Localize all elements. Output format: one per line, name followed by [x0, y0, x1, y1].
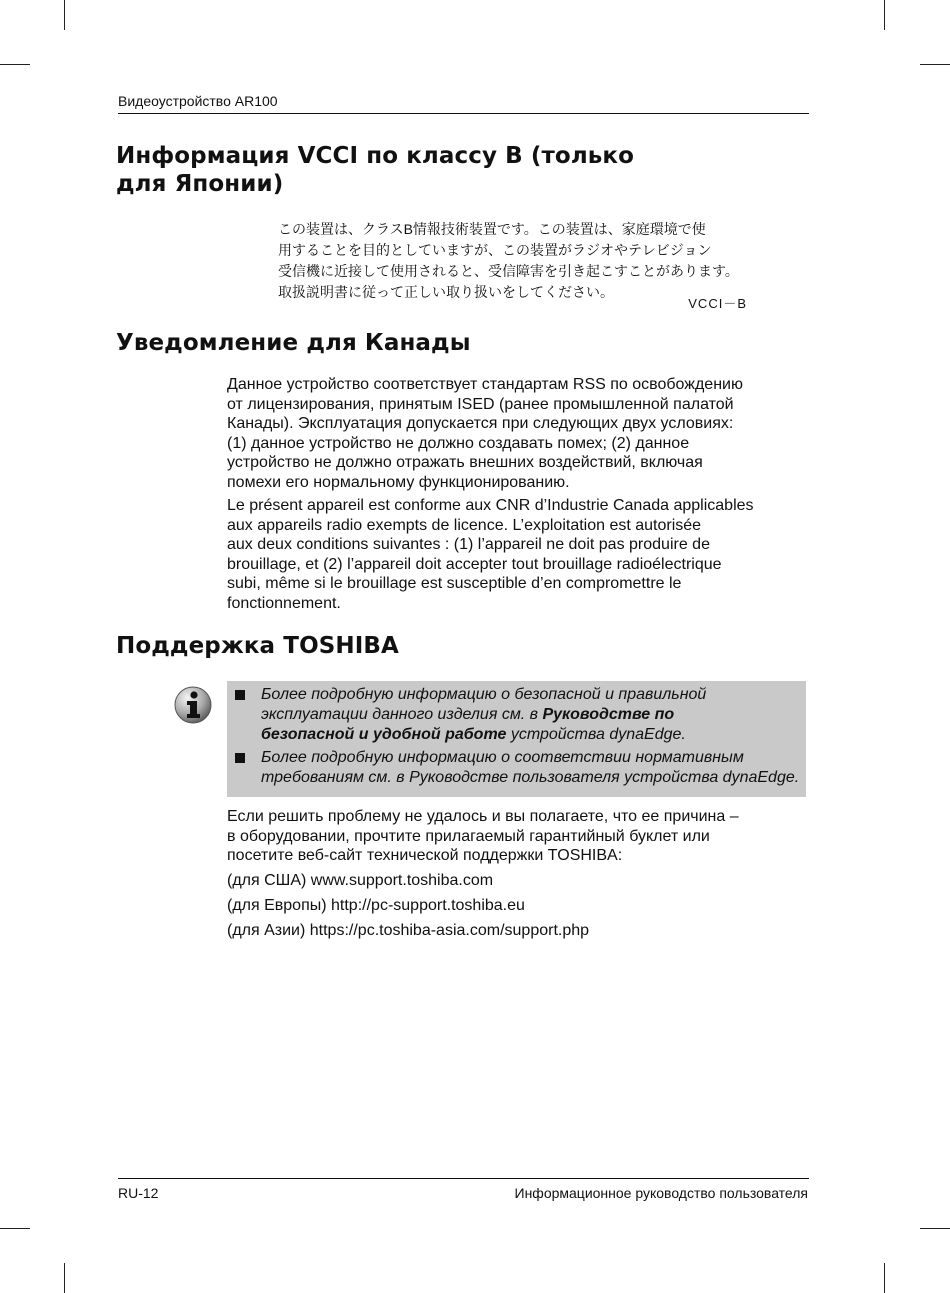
support-paragraph	[227, 807, 817, 866]
header-rule	[118, 113, 809, 114]
text-line: Если решить проблему не удалось и вы полагаете, что ее причина –	[227, 808, 739, 825]
text-line: この装置は、クラスB情報技術装置です。この装置は、家庭環境で使	[278, 221, 706, 237]
heading-line: Информация VCCI по классу В (только	[116, 143, 635, 169]
toshiba-support-heading: Поддержка TOSHIBA	[116, 633, 399, 659]
text-line: Более подробную информацию о безопасной и правильной	[261, 686, 707, 703]
square-bullet-icon	[235, 690, 245, 700]
note-text	[261, 748, 806, 788]
text-line: в оборудовании, прочтите прилагаемый гарантийный буклет или	[227, 827, 710, 845]
heading-line: для Японии)	[116, 171, 284, 197]
text-line: требованиям см. в Руководстве пользователя устройства dynaEdge.	[261, 769, 800, 786]
vcci-mark: VCCI－B	[688, 296, 747, 311]
text-line: aux appareils radio exempts de licence. L’exploitation est autorisée	[227, 516, 702, 534]
running-header: Видеоустройство AR100	[118, 93, 278, 109]
text-line: (1) данное устройство не должно создавать помех; (2) данное	[227, 434, 690, 452]
text-line: помехи его нормальному функционированию.	[227, 473, 570, 491]
crop-mark	[64, 0, 65, 30]
text-span: устройства dynaEdge.	[506, 726, 686, 743]
text-line: fonctionnement.	[227, 594, 341, 612]
text-line: 取扱説明書に従って正しい取り扱いをしてください。	[278, 284, 614, 300]
crop-mark	[884, 1263, 885, 1293]
bold-guide-title: Руководстве по	[542, 706, 675, 723]
text-span: эксплуатации данного изделия см. в	[261, 706, 543, 723]
text-line: aux deux conditions suivantes : (1) l’appareil ne doit pas produire de	[227, 536, 710, 553]
crop-mark	[884, 0, 885, 30]
page-number: RU-12	[118, 1185, 159, 1201]
text-line: 受信機に近接して使用されると、受信障害を引き起こすことがあります。	[278, 263, 739, 279]
text-line	[261, 705, 806, 725]
note-text	[261, 685, 806, 745]
text-line: subi, même si le brouillage est susceptible d’en compromettre le	[227, 575, 682, 592]
text-line: Le présent appareil est conforme aux CNR d’Industrie Canada applicables	[227, 497, 754, 514]
text-line: Канады). Эксплуатация допускается при следующих двух условиях:	[227, 415, 734, 432]
canada-russian-paragraph	[227, 375, 817, 492]
support-link-europe[interactable]: (для Европы) http://pc-support.toshiba.eu	[227, 897, 525, 914]
text-line: Данное устройство соответствует стандартам RSS по освобождению	[227, 376, 743, 393]
footer-rule	[118, 1178, 809, 1179]
text-line: Более подробную информацию о соответствии нормативным	[261, 749, 744, 766]
text-line: устройство не должно отражать внешних воздействий, включая	[227, 454, 703, 471]
support-link-usa[interactable]: (для США) www.support.toshiba.com	[227, 872, 494, 889]
note-box	[227, 681, 806, 797]
crop-mark	[0, 64, 30, 65]
vcci-japanese-text	[278, 219, 768, 303]
support-link-asia[interactable]: (для Азии) https://pc.toshiba-asia.com/support.php	[227, 922, 590, 939]
square-bullet-icon	[235, 753, 245, 763]
info-icon	[174, 686, 212, 724]
vcci-heading	[116, 142, 756, 198]
bold-guide-title: безопасной и удобной работе	[261, 726, 507, 743]
crop-mark	[0, 1228, 30, 1229]
canada-french-paragraph	[227, 496, 817, 613]
crop-mark	[920, 1228, 950, 1229]
text-line: от лицензирования, принятым ISED (ранее промышленной палатой	[227, 395, 734, 413]
crop-mark	[920, 64, 950, 65]
text-line	[261, 725, 806, 745]
text-line: 用することを目的としていますが、この装置がラジオやテレビジョン	[278, 242, 712, 258]
text-line: brouillage, et (2) l’appareil doit accepter tout brouillage radioélectrique	[227, 555, 722, 573]
footer-title: Информационное руководство пользователя	[514, 1185, 808, 1201]
crop-mark	[64, 1263, 65, 1293]
canada-heading: Уведомление для Канады	[116, 330, 471, 356]
text-line: посетите веб-сайт технической поддержки TOSHIBA:	[227, 847, 623, 864]
